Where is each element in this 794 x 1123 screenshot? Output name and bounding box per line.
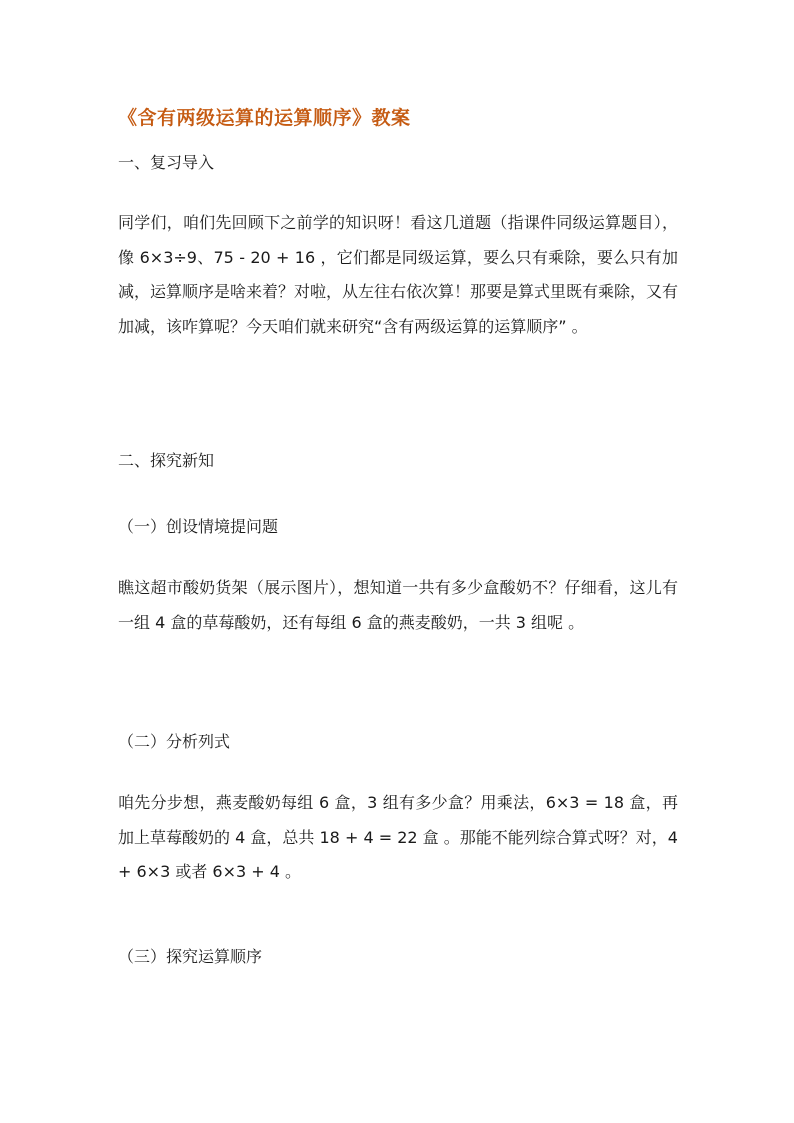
- subsection-heading-analysis: （二）分析列式: [118, 732, 231, 751]
- subsection-heading-scenario: （一）创设情境提问题: [118, 517, 279, 536]
- subsection-heading-order: （三）探究运算顺序: [118, 947, 263, 966]
- section-heading-explore: 二、探究新知: [118, 451, 215, 470]
- paragraph-analysis: 咱先分步想，燕麦酸奶每组 6 盒，3 组有多少盒？用乘法，6×3 = 18 盒，再加上草莓酸奶的 4 盒，总共 18 + 4 = 22 盒 。那能不能列综合算式呀？对，4 + 6×3 或者 6×3 + 4 。: [118, 793, 678, 881]
- paragraph-review: 同学们，咱们先回顾下之前学的知识呀！看这几道题（指课件同级运算题目），像 6×3÷9、75 - 20 + 16 ，它们都是同级运算，要么只有乘除，要么只有加减，运算顺序是啥来着？对啦，从左往右依次算！那要是算式里既有乘除，又有加减，该咋算呢？今天咱们就来研究“含有两级运算的运算顺序” 。: [118, 213, 679, 336]
- section-heading-review: 一、复习导入: [118, 153, 215, 172]
- document-title: 《含有两级运算的运算顺序》教案: [118, 107, 411, 129]
- paragraph-scenario: 瞧这超市酸奶货架（展示图片），想知道一共有多少盒酸奶不？仔细看，这儿有一组 4 盒的草莓酸奶，还有每组 6 盒的燕麦酸奶，一共 3 组呢 。: [118, 578, 678, 632]
